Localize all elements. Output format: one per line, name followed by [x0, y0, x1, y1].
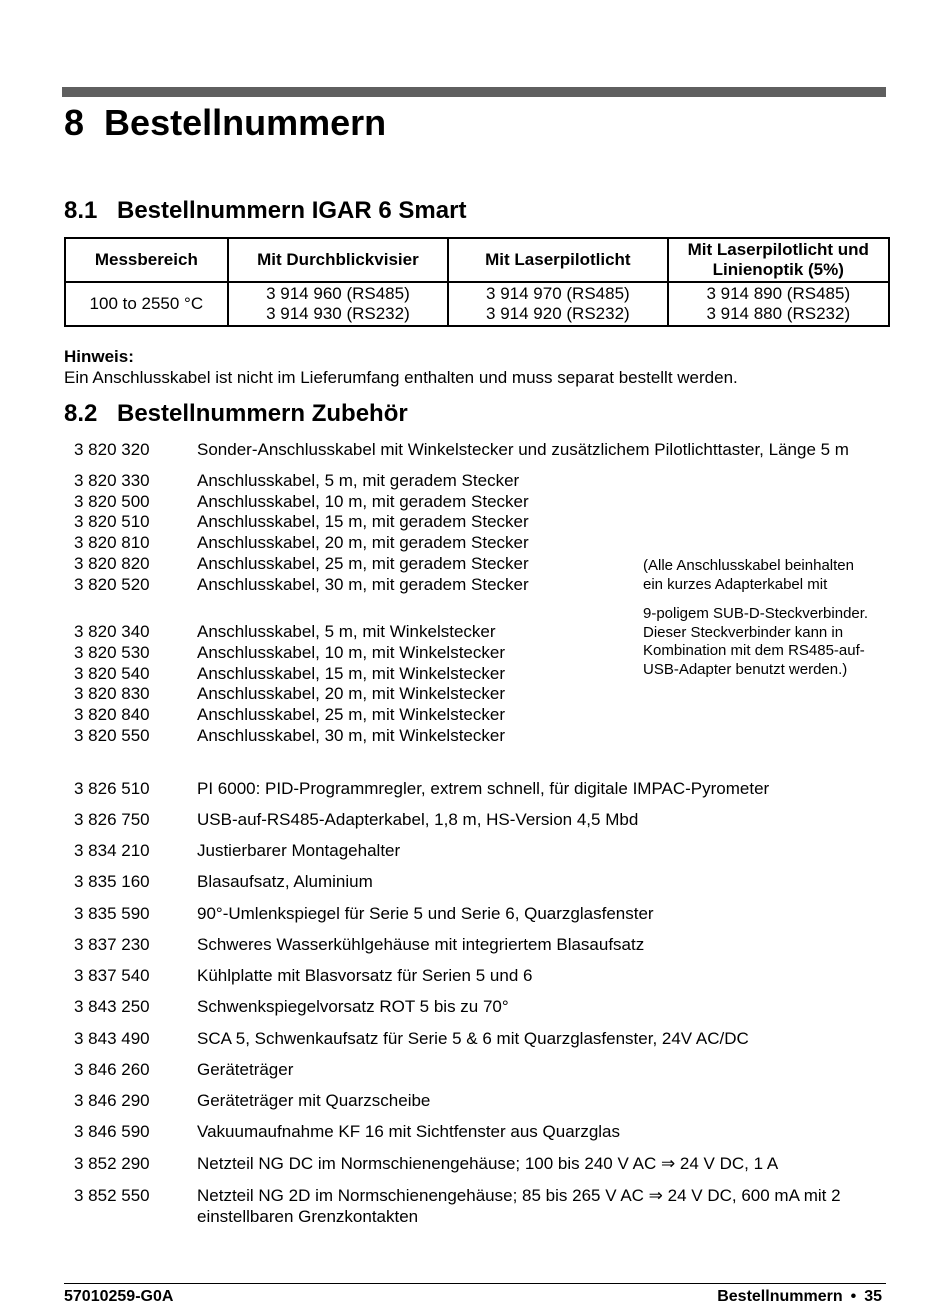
item-code: 3 820 540	[74, 664, 150, 683]
table-header-cell: Mit Durchblickvisier	[228, 238, 449, 282]
visier-cell	[228, 282, 449, 326]
footer-rule	[64, 1283, 886, 1284]
section-title: Bestellnummern Zubehör	[117, 400, 408, 427]
item-code: 3 852 290	[74, 1154, 150, 1173]
table-header-cell: Mit Laserpilotlicht	[448, 238, 667, 282]
order-number: 3 914 880 (RS232)	[706, 304, 851, 323]
note-line: (Alle Anschlusskabel beinhalten	[643, 557, 854, 574]
item-code: 3 820 510	[74, 512, 150, 531]
item-code: 3 835 160	[74, 872, 150, 891]
document-id: 57010259-G0A	[64, 1288, 174, 1305]
item-code: 3 820 810	[74, 533, 150, 552]
note-label: Hinweis:	[64, 347, 134, 366]
item-code: 3 820 530	[74, 643, 150, 662]
chapter-title: Bestellnummern	[104, 102, 387, 143]
item-desc: USB-auf-RS485-Adapterkabel, 1,8 m, HS-Version 4,5 Mbd	[197, 810, 639, 829]
item-code: 3 820 340	[74, 622, 150, 641]
note-line: ein kurzes Adapterkabel mit	[643, 576, 828, 593]
item-code: 3 820 840	[74, 705, 150, 724]
table-header-row	[65, 238, 889, 282]
chapter-rule	[62, 87, 886, 97]
item-code: 3 852 550	[74, 1186, 150, 1205]
table-header-cell: Mit Laserpilotlicht und Linienoptik (5%)	[668, 238, 889, 282]
item-desc: Sonder-Anschlusskabel mit Winkelstecker und zusätzlichem Pilotlichttaster, Länge 5 m	[197, 440, 849, 459]
item-code: 3 820 330	[74, 471, 150, 490]
item-desc: Netzteil NG DC im Normschienengehäuse; 100 bis 240 V AC ⇒ 24 V DC, 1 A	[197, 1154, 779, 1173]
item-code: 3 837 230	[74, 935, 150, 954]
item-desc: 90°-Umlenkspiegel für Serie 5 und Serie 6, Quarzglasfenster	[197, 904, 654, 923]
note-line: Dieser Steckverbinder kann in	[643, 624, 844, 641]
item-desc: Anschlusskabel, 10 m, mit geradem Stecker	[197, 492, 529, 511]
item-desc: Anschlusskabel, 30 m, mit geradem Stecker	[197, 575, 529, 594]
table-row	[65, 282, 889, 326]
section-number: 8.1	[64, 197, 98, 224]
item-code: 3 820 820	[74, 554, 150, 573]
item-desc: Vakuumaufnahme KF 16 mit Sichtfenster aus Quarzglas	[197, 1122, 620, 1141]
item-code: 3 846 260	[74, 1060, 150, 1079]
item-desc: Anschlusskabel, 5 m, mit geradem Stecker	[197, 471, 520, 490]
item-code: 3 834 210	[74, 841, 150, 860]
item-desc: SCA 5, Schwenkaufsatz für Serie 5 & 6 mit Quarzglasfenster, 24V AC/DC	[197, 1029, 749, 1048]
section-heading-8-1	[64, 197, 466, 225]
footer-right	[717, 1288, 882, 1306]
item-desc: Anschlusskabel, 20 m, mit Winkelstecker	[197, 684, 505, 703]
item-desc: Geräteträger mit Quarzscheibe	[197, 1091, 431, 1110]
section-number: 8.2	[64, 400, 98, 427]
item-code: 3 843 490	[74, 1029, 150, 1048]
order-number: 3 914 970 (RS485)	[486, 284, 630, 303]
item-code: 3 846 590	[74, 1122, 150, 1141]
order-number: 3 914 920 (RS232)	[486, 304, 630, 323]
page-number: 35	[864, 1288, 882, 1305]
item-desc: Anschlusskabel, 15 m, mit geradem Stecker	[197, 512, 529, 531]
item-desc: Anschlusskabel, 30 m, mit Winkelstecker	[197, 726, 505, 745]
item-desc: einstellbaren Grenzkontakten	[197, 1207, 419, 1226]
item-desc: Schweres Wasserkühlgehäuse mit integriertem Blasaufsatz	[197, 935, 645, 954]
footer-section: Bestellnummern	[717, 1288, 843, 1305]
chapter-heading	[64, 102, 386, 144]
section-title: Bestellnummern IGAR 6 Smart	[117, 197, 467, 224]
item-code: 3 837 540	[74, 966, 150, 985]
note-line: USB-Adapter benutzt werden.)	[643, 661, 848, 678]
item-desc: Schwenkspiegelvorsatz ROT 5 bis zu 70°	[197, 997, 509, 1016]
laser-cell	[448, 282, 667, 326]
note-text: Ein Anschlusskabel ist nicht im Lieferumfang enthalten und muss separat bestellt werden.	[64, 368, 738, 387]
item-desc: Kühlplatte mit Blasvorsatz für Serien 5 und 6	[197, 966, 533, 985]
linien-cell	[668, 282, 889, 326]
item-desc: PI 6000: PID-Programmregler, extrem schnell, für digitale IMPAC-Pyrometer	[197, 779, 770, 798]
item-desc: Anschlusskabel, 15 m, mit Winkelstecker	[197, 664, 505, 683]
order-number: 3 914 890 (RS485)	[706, 284, 851, 303]
section-heading-8-2	[64, 400, 408, 428]
note-line: Kombination mit dem RS485-auf-	[643, 642, 865, 659]
order-number: 3 914 960 (RS485)	[266, 284, 410, 303]
item-desc: Justierbarer Montagehalter	[197, 841, 401, 860]
item-desc: Anschlusskabel, 20 m, mit geradem Stecker	[197, 533, 529, 552]
item-code: 3 820 520	[74, 575, 150, 594]
item-desc: Anschlusskabel, 25 m, mit Winkelstecker	[197, 705, 505, 724]
item-desc: Netzteil NG 2D im Normschienengehäuse; 85 bis 265 V AC ⇒ 24 V DC, 600 mA mit 2	[197, 1186, 841, 1205]
note-line: 9-poligem SUB-D-Steckverbinder.	[643, 605, 869, 622]
item-code: 3 826 750	[74, 810, 150, 829]
item-desc: Anschlusskabel, 5 m, mit Winkelstecker	[197, 622, 496, 641]
item-desc: Anschlusskabel, 25 m, mit geradem Stecker	[197, 554, 529, 573]
item-desc: Geräteträger	[197, 1060, 294, 1079]
item-code: 3 846 290	[74, 1091, 150, 1110]
order-number: 3 914 930 (RS232)	[266, 304, 410, 323]
chapter-number: 8	[64, 102, 85, 143]
item-code: 3 826 510	[74, 779, 150, 798]
range-cell: 100 to 2550 °C	[65, 282, 228, 326]
item-code: 3 843 250	[74, 997, 150, 1016]
item-desc: Blasaufsatz, Aluminium	[197, 872, 373, 891]
bullet-icon: •	[850, 1288, 857, 1305]
item-desc: Anschlusskabel, 10 m, mit Winkelstecker	[197, 643, 505, 662]
item-code: 3 820 320	[74, 440, 150, 459]
item-code: 3 820 500	[74, 492, 150, 511]
table-header-cell: Messbereich	[65, 238, 228, 282]
order-number-table	[64, 237, 890, 327]
item-code: 3 820 830	[74, 684, 150, 703]
item-code: 3 820 550	[74, 726, 150, 745]
item-code: 3 835 590	[74, 904, 150, 923]
